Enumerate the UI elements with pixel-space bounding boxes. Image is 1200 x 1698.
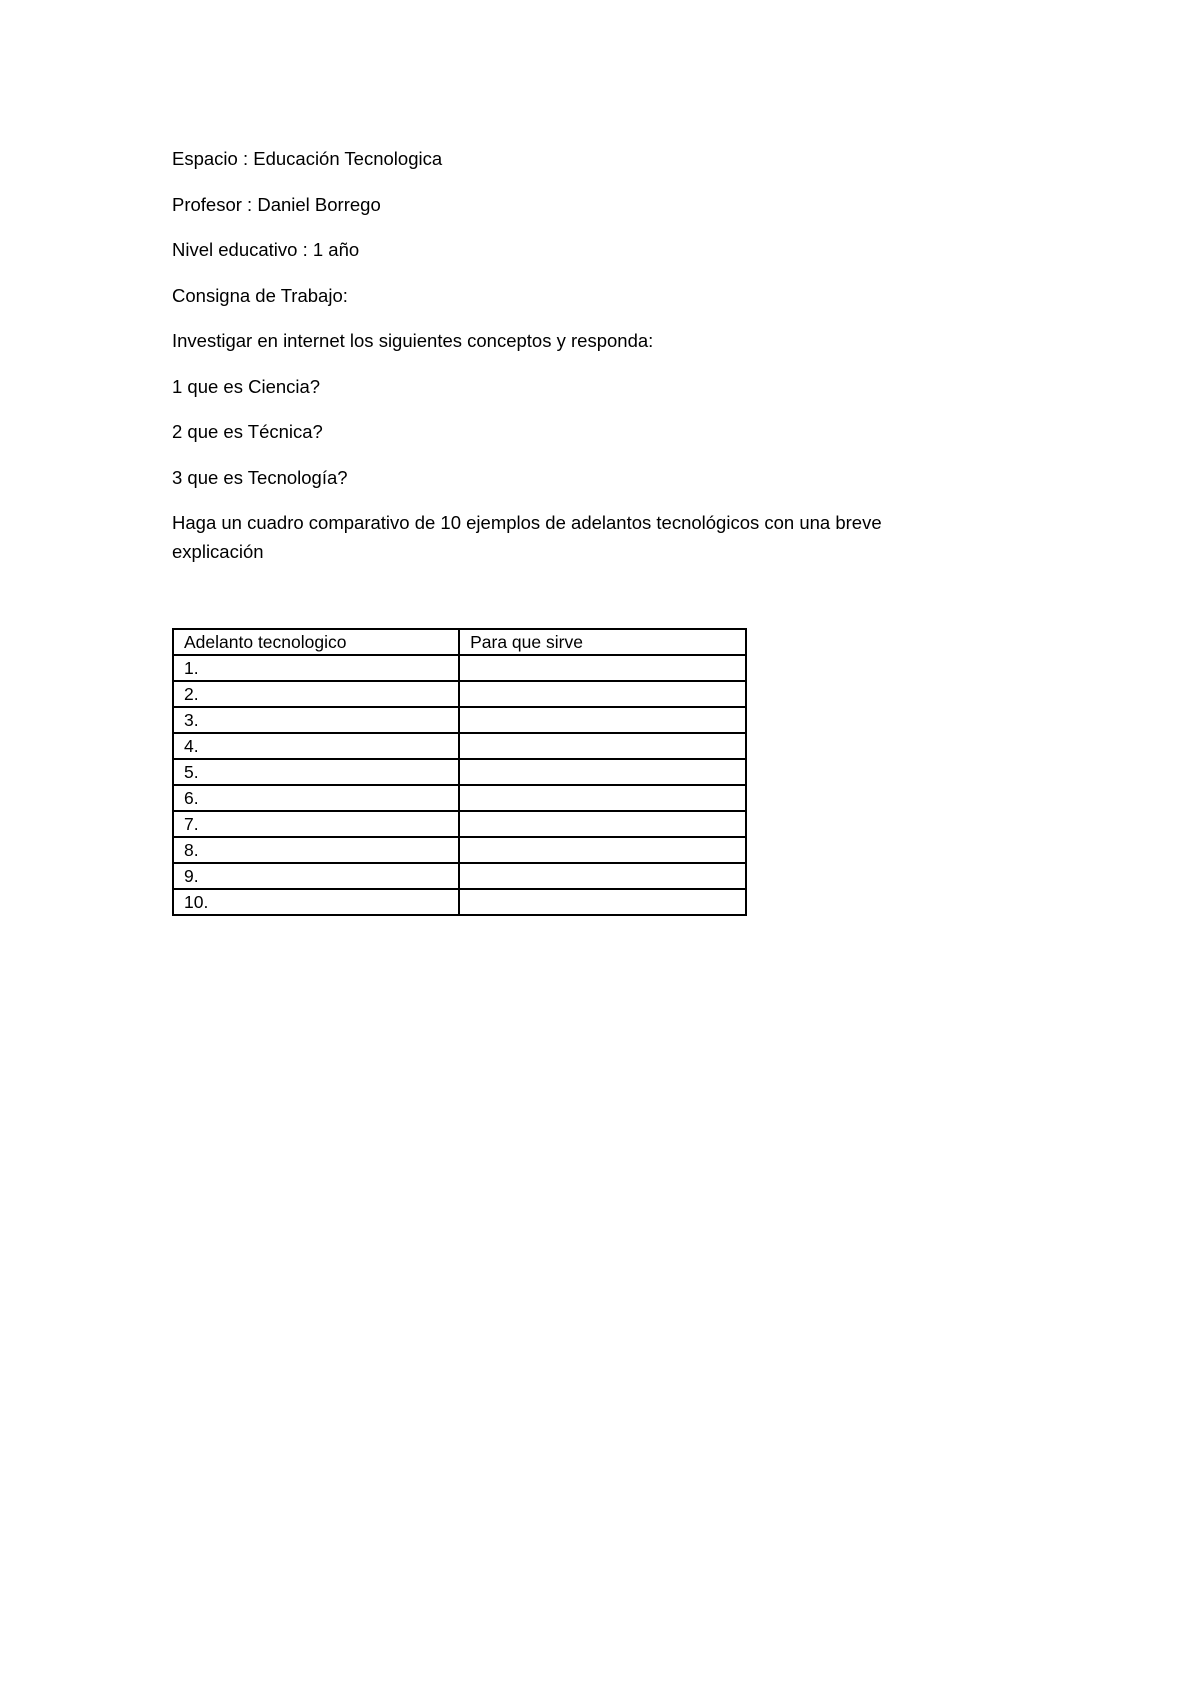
table-row — [173, 681, 746, 707]
table-instruction: Haga un cuadro comparativo de 10 ejemplos de adelantos tecnológicos con una breve explicación — [172, 512, 882, 562]
row-number-cell: 1. — [173, 655, 459, 681]
table-row — [173, 811, 746, 837]
question-2: 2 que es Técnica? — [172, 421, 323, 442]
row-number-cell: 5. — [173, 759, 459, 785]
table-row — [173, 889, 746, 915]
instruction-line: Investigar en internet los siguientes conceptos y responda: — [172, 330, 654, 351]
table-header-row — [173, 629, 746, 655]
row-purpose-cell — [459, 863, 746, 889]
table-row — [173, 837, 746, 863]
row-number-cell: 4. — [173, 733, 459, 759]
level-line: Nivel educativo : 1 año — [172, 239, 360, 260]
assignment-heading: Consigna de Trabajo: — [172, 284, 348, 306]
row-purpose-cell — [459, 785, 746, 811]
row-purpose-cell — [459, 811, 746, 837]
row-purpose-cell — [459, 759, 746, 785]
row-number-cell: 8. — [173, 837, 459, 863]
row-purpose-cell — [459, 889, 746, 915]
row-purpose-cell — [459, 733, 746, 759]
table-row — [173, 733, 746, 759]
comparison-table-wrapper — [172, 628, 747, 916]
header-cell-advance: Adelanto tecnologico — [173, 629, 459, 655]
row-number-cell: 2. — [173, 681, 459, 707]
row-purpose-cell — [459, 837, 746, 863]
table-row — [173, 655, 746, 681]
table-row — [173, 759, 746, 785]
row-number-cell: 10. — [173, 889, 459, 915]
comparison-table — [172, 628, 747, 916]
question-3: 3 que es Tecnología? — [172, 466, 348, 488]
row-purpose-cell — [459, 707, 746, 733]
question-1: 1 que es Ciencia? — [172, 375, 321, 397]
row-number-cell: 7. — [173, 811, 459, 837]
subject-line: Espacio : Educación Tecnologica — [172, 148, 443, 169]
table-row — [173, 707, 746, 733]
table-row — [173, 863, 746, 889]
row-number-cell: 6. — [173, 785, 459, 811]
row-purpose-cell — [459, 681, 746, 707]
teacher-line: Profesor : Daniel Borrego — [172, 193, 381, 215]
document-body — [172, 144, 992, 566]
header-cell-purpose: Para que sirve — [459, 629, 746, 655]
table-row — [173, 785, 746, 811]
row-purpose-cell — [459, 655, 746, 681]
row-number-cell: 9. — [173, 863, 459, 889]
row-number-cell: 3. — [173, 707, 459, 733]
